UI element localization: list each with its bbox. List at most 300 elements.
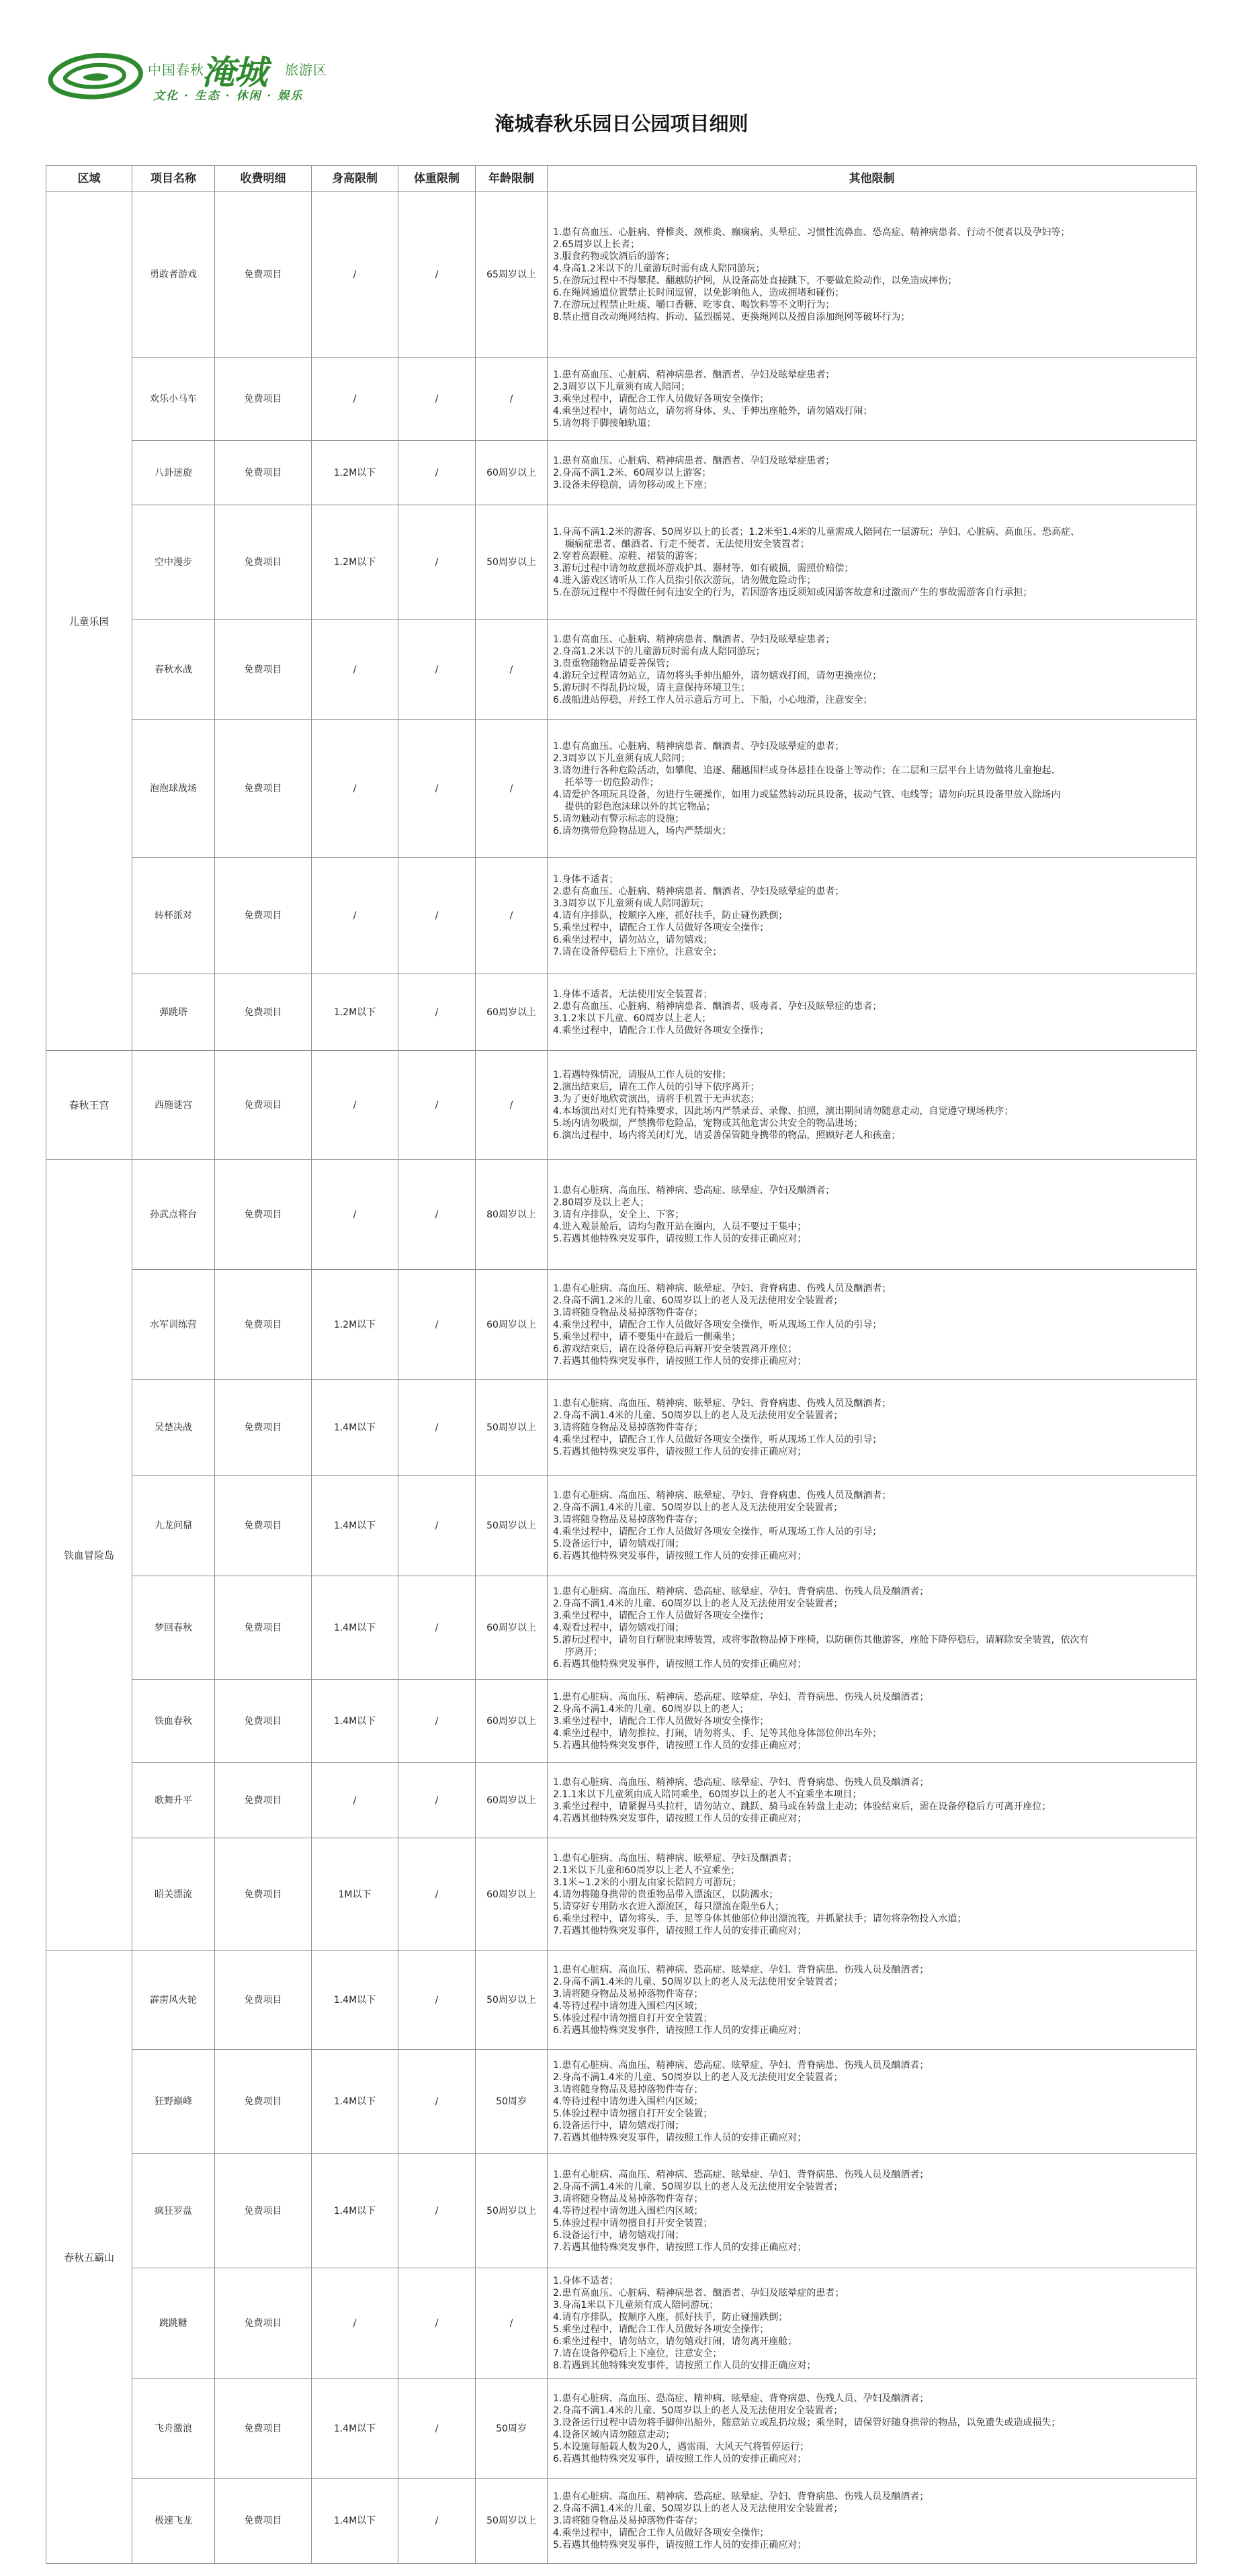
rule-line: 4.乘坐过程中，请配合工作人员做好各项安全操作，听从现场工作人员的引导；	[553, 1319, 882, 1330]
rule-line: 4.乘坐过程中，请配合工作人员做好各项安全操作；	[553, 1025, 769, 1036]
weight-limit-cell: /	[398, 1576, 476, 1680]
rule-line: 3.请将随身物品及易掉落物件寄存；	[553, 2193, 703, 2204]
rule-line: 6.乘坐过程中，请勿将头、手、足等身体其他部位伸出漂流筏，并抓紧扶手；请勿将杂物投入水道；	[553, 1913, 967, 1924]
other-rules-cell	[548, 1160, 1197, 1270]
table-row	[46, 358, 1197, 441]
rule-line: 2.患有高血压、心脏病、精神病患者、酗酒者、孕妇及眩晕症的患者；	[553, 2288, 845, 2299]
rule-line: 2.身高不满1.4米的儿童、50周岁以上的老人及无法使用安全装置者；	[553, 2503, 843, 2514]
rule-line: 6.游戏结束后，请在设备停稳后再解开安全装置离开座位；	[553, 1343, 798, 1355]
rule-line: 1.患有高血压、心脏病、脊椎炎、颈椎炎、癫痫病、头晕症、习惯性流鼻血、恐高症、精神病患者、行动不便者以及孕妇等；	[553, 227, 1070, 238]
age-limit-cell: 60周岁以上	[476, 1838, 548, 1951]
rule-line: 5.若遇其他特殊突发事件，请按照工作人员的安排正确应对；	[553, 1447, 807, 1457]
other-rules-cell	[548, 2154, 1197, 2268]
fee-cell: 免费项目	[215, 1270, 312, 1380]
rule-line: 5.游玩时不得乱扔垃圾，请主意保持环境卫生；	[553, 682, 751, 693]
other-rules-cell	[548, 441, 1197, 505]
header-other: 其他限制	[548, 166, 1197, 192]
rule-line: 2.1.1米以下儿童须由成人陪同乘坐，60周岁以上的老人不宜乘坐本项目；	[553, 1789, 862, 1800]
rule-line: 5.若遇其他特殊突发事件，请按照工作人员的安排正确应对；	[553, 1233, 807, 1244]
rule-line: 3.1米~1.2米的小朋友由家长陪同方可游玩；	[553, 1877, 742, 1888]
rule-line: 1.身体不适者，无法使用安全装置者；	[553, 988, 713, 1000]
project-name-cell: 勇敢者游戏	[132, 192, 215, 358]
fee-cell: 免费项目	[215, 441, 312, 505]
rule-line: 4.请勿将随身携带的贵重物品带入漂流区，以防溅水；	[553, 1889, 779, 1900]
fee-cell: 免费项目	[215, 505, 312, 620]
project-name-cell: 弹跳塔	[132, 974, 215, 1051]
rule-line: 7.请在设备停稳后上下座位，注意安全；	[553, 2348, 722, 2359]
rule-line: 1.患有心脏病、高血压、恐高症、精神病、眩晕症、背脊病患、伤残人员、孕妇及酗酒者；	[553, 2393, 929, 2404]
project-name-cell: 春秋水战	[132, 620, 215, 720]
rule-line: 1.身体不适者；	[553, 874, 619, 885]
table-row	[46, 1680, 1197, 1763]
rule-line: 2.身高不满1.4米的儿童、50周岁以上的老人及无法使用安全装置者；	[553, 1410, 843, 1421]
other-rules-cell	[548, 1270, 1197, 1380]
table-row	[46, 1051, 1197, 1160]
other-rules-cell	[548, 1951, 1197, 2050]
table-row	[46, 858, 1197, 974]
height-limit-cell: 1M以下	[312, 1838, 398, 1951]
table-row	[46, 974, 1197, 1051]
table-row	[46, 720, 1197, 858]
rule-line: 1.若遇特殊情况，请服从工作人员的安排；	[553, 1069, 732, 1080]
rule-line: 4.乘坐过程中，请勿推拉、打闹，请勿将头、手、足等其他身体部位伸出车外；	[553, 1727, 882, 1739]
project-name-cell: 欢乐小马车	[132, 358, 215, 441]
rule-line: 5.场内请勿吸烟，严禁携带危险品，宠物或其他危害公共安全的物品进场；	[553, 1117, 863, 1129]
rule-line: 6.乘坐过程中，请勿站立，请勿嬉戏打闹，请勿离开座舱；	[553, 2336, 798, 2347]
height-limit-cell: /	[312, 1051, 398, 1160]
other-rules-cell	[548, 1576, 1197, 1680]
table-row	[46, 1576, 1197, 1680]
rule-line: 3.服食药物或饮酒后的游客；	[553, 251, 675, 262]
height-limit-cell: 1.2M以下	[312, 441, 398, 505]
rule-line: 1.患有高血压、心脏病、精神病患者、酗酒者、孕妇及眩晕症患者；	[553, 370, 835, 380]
rule-line: 4.设备区域内请勿随意走动；	[553, 2429, 675, 2440]
rule-line: 6.若遇其他特殊突发事件，请按照工作人员的安排正确应对；	[553, 1658, 807, 1670]
table-row	[46, 192, 1197, 358]
rule-line: 7.若遇其他特殊突发事件，请按照工作人员的安排正确应对；	[553, 1925, 807, 1936]
other-rules-cell	[548, 1763, 1197, 1838]
height-limit-cell: /	[312, 358, 398, 441]
rule-line: 癫痫症患者、酗酒者、行走不便者、无法使用安全装置者；	[553, 539, 810, 550]
rule-line: 2.身高不满1.4米的儿童、50周岁以上的老人及无法使用安全装置者；	[553, 2405, 843, 2416]
rule-line: 托举等一切危险动作；	[553, 777, 659, 788]
rule-line: 5.乘坐过程中，请配合工作人员做好各项安全操作；	[553, 922, 769, 933]
page-title: 淹城春秋乐园日公园项目细则	[495, 112, 748, 135]
rule-line: 5.本设施每船载人数为20人，遇雷雨、大风天气将暂停运行；	[553, 2441, 810, 2452]
other-rules-cell	[548, 2479, 1197, 2564]
project-name-cell: 水军训练营	[132, 1270, 215, 1380]
rule-line: 4.等待过程中请勿进入围栏内区域；	[553, 2096, 703, 2107]
other-rules-cell	[548, 505, 1197, 620]
rule-line: 4.游玩全过程请勿站立，请勿将头手伸出船外，请勿嬉戏打闹，请勿更换座位；	[553, 670, 882, 681]
rule-line: 1.身高不满1.2米的游客、50周岁以上的长者；1.2米至1.4米的儿童需成人陪同在一层游玩；孕妇、心脏病、高血压、恐高症、	[553, 527, 1080, 538]
fee-cell: 免费项目	[215, 2479, 312, 2564]
project-name-cell: 孙武点将台	[132, 1160, 215, 1270]
other-rules-cell	[548, 974, 1197, 1051]
rule-line: 1.患有心脏病、高血压、精神病、恐高症、眩晕症、孕妇、背脊病患、伤残人员及酗酒者；	[553, 1586, 929, 1597]
table-row	[46, 1838, 1197, 1951]
age-limit-cell: 60周岁以上	[476, 1576, 548, 1680]
rule-line: 1.身体不适者；	[553, 2276, 619, 2286]
weight-limit-cell: /	[398, 620, 476, 720]
rule-line: 8.禁止擅自改动绳网结构、拆动、猛烈摇晃、更换绳网以及擅自添加绳网等破坏行为；	[553, 312, 910, 323]
age-limit-cell: 50周岁以上	[476, 2479, 548, 2564]
height-limit-cell: /	[312, 192, 398, 358]
project-name-cell: 飞舟激浪	[132, 2379, 215, 2479]
rule-line: 4.乘坐过程中，请勿站立，请勿将身体、头、手伸出座舱外，请勿嬉戏打闹；	[553, 406, 873, 417]
rule-line: 5.请勿触动有警示标志的设施；	[553, 813, 685, 824]
zone-cell: 春秋五霸山	[46, 1951, 132, 2564]
fee-cell: 免费项目	[215, 1576, 312, 1680]
age-limit-cell: 80周岁以上	[476, 1160, 548, 1270]
height-limit-cell: /	[312, 1160, 398, 1270]
age-limit-cell: 60周岁以上	[476, 1270, 548, 1380]
rule-line: 3.设备运行过程中请勿将手脚伸出船外，随意站立或乱扔垃圾；乘坐时，请保管好随身携带的物品，以免遗失或造成损失；	[553, 2417, 1061, 2428]
rule-line: 7.若遇其他特殊突发事件，请按照工作人员的安排正确应对；	[553, 2133, 807, 2143]
table-row	[46, 2154, 1197, 2268]
project-name-cell: 霹雳风火轮	[132, 1951, 215, 2050]
rule-line: 8.若遇到其他特殊突发事件，请按照工作人员的安排正确应对；	[553, 2360, 816, 2371]
rule-line: 5.若遇其他特殊突发事件，请按照工作人员的安排正确应对；	[553, 1740, 807, 1751]
rule-line: 4.等待过程中请勿进入围栏内区域；	[553, 2001, 703, 2012]
header-row	[46, 166, 1197, 192]
rule-line: 3.贵重物随物品请妥善保管；	[553, 658, 675, 669]
rule-line: 4.身高1.2米以下的儿童游玩时需有成人陪同游玩；	[553, 263, 765, 274]
other-rules-cell	[548, 2379, 1197, 2479]
rule-line: 4.观看过程中，请勿嬉戏打闹；	[553, 1622, 685, 1633]
height-limit-cell: /	[312, 720, 398, 858]
header-name: 项目名称	[132, 166, 215, 192]
weight-limit-cell: /	[398, 2479, 476, 2564]
rule-line: 4.乘坐过程中，请配合工作人员做好各项安全操作，听从现场工作人员的引导；	[553, 1434, 882, 1445]
age-limit-cell: /	[476, 858, 548, 974]
other-rules-cell	[548, 1051, 1197, 1160]
project-name-cell: 八卦迷旋	[132, 441, 215, 505]
age-limit-cell: 50周岁	[476, 2050, 548, 2154]
project-name-cell: 梦回春秋	[132, 1576, 215, 1680]
height-limit-cell: /	[312, 1763, 398, 1838]
table-row	[46, 2379, 1197, 2479]
park-logo	[46, 42, 348, 109]
rule-line: 5.游玩过程中，请勿自行解脱束缚装置，或将零散物品掉下座椅，以防砸伤其他游客，座舱下降停稳后，请解除安全装置，依次有	[553, 1634, 1089, 1645]
rule-line: 1.患有心脏病、高血压、精神病、眩晕症、孕妇、背脊病患、伤残人员及酗酒者；	[553, 1398, 892, 1409]
rule-line: 3.请将随身物品及易掉落物件寄存；	[553, 1514, 703, 1525]
weight-limit-cell: /	[398, 1763, 476, 1838]
fee-cell: 免费项目	[215, 2154, 312, 2268]
project-name-cell: 疯狂罗盘	[132, 2154, 215, 2268]
age-limit-cell: /	[476, 1051, 548, 1160]
other-rules-cell	[548, 720, 1197, 858]
rule-line: 6.设备运行中，请勿嬉戏打闹；	[553, 2120, 685, 2131]
rule-line: 4.等待过程中请勿进入围栏内区域；	[553, 2205, 703, 2217]
zone-cell: 儿童乐园	[46, 192, 132, 1051]
fee-cell: 免费项目	[215, 1838, 312, 1951]
fee-cell: 免费项目	[215, 2379, 312, 2479]
table-row	[46, 1380, 1197, 1476]
other-rules-cell	[548, 1380, 1197, 1476]
logo-prefix: 中国春秋	[148, 62, 204, 78]
weight-limit-cell: /	[398, 2050, 476, 2154]
fee-cell: 免费项目	[215, 1951, 312, 2050]
rule-line: 1.患有心脏病、高血压、精神病、恐高症、眩晕症、孕妇、背脊病患、伤残人员及酗酒者；	[553, 2060, 929, 2071]
rule-line: 5.请勿将手脚接触轨道；	[553, 418, 656, 429]
rule-line: 3.请将随身物品及易掉落物件寄存；	[553, 1422, 703, 1433]
project-name-cell: 极速飞龙	[132, 2479, 215, 2564]
rule-line: 5.体验过程中请勿擅自打开安全装置；	[553, 2108, 713, 2119]
rule-line: 2.身高不满1.4米的儿童、60周岁以上的老人；	[553, 1703, 749, 1715]
rule-line: 1.患有心脏病、高血压、精神病、恐高症、眩晕症、孕妇、背脊病患、伤残人员及酗酒者；	[553, 1691, 929, 1703]
age-limit-cell: 50周岁以上	[476, 1476, 548, 1576]
rule-line: 2.穿着高跟鞋、凉鞋、裙装的游客；	[553, 551, 703, 562]
fee-cell: 免费项目	[215, 1680, 312, 1763]
height-limit-cell: /	[312, 858, 398, 974]
rule-line: 序离开；	[553, 1646, 603, 1658]
rule-line: 3.1.2米以下儿童、60周岁以上老人；	[553, 1013, 712, 1024]
fee-cell: 免费项目	[215, 1160, 312, 1270]
age-limit-cell: 50周岁以上	[476, 1380, 548, 1476]
height-limit-cell: 1.4M以下	[312, 1680, 398, 1763]
rule-line: 2.身高不满1.2米、60周岁以上游客；	[553, 467, 712, 478]
rule-line: 5.请穿好专用防水衣进入漂流区，每只漂流在限坐6人；	[553, 1901, 785, 1912]
rule-line: 7.若遇其他特殊突发事件，请按照工作人员的安排正确应对；	[553, 1355, 807, 1367]
other-rules-cell	[548, 2050, 1197, 2154]
height-limit-cell: 1.4M以下	[312, 2479, 398, 2564]
rule-line: 3.游玩过程中请勿故意损坏游戏护具、器材等，如有破损，需照价赔偿；	[553, 563, 854, 574]
rule-line: 3.乘坐过程中，请配合工作人员做好各项安全操作；	[553, 1715, 769, 1727]
project-name-cell: 九龙问鼎	[132, 1476, 215, 1576]
fee-cell: 免费项目	[215, 858, 312, 974]
rule-line: 5.若遇其他特殊突发事件，请按照工作人员的安排正确应对；	[553, 2540, 807, 2550]
height-limit-cell: 1.2M以下	[312, 974, 398, 1051]
age-limit-cell: /	[476, 620, 548, 720]
age-limit-cell: 60周岁以上	[476, 1680, 548, 1763]
rule-line: 1.患有高血压、心脏病、精神病患者、酗酒者、孕妇及眩晕症患者；	[553, 455, 835, 466]
table-row	[46, 2479, 1197, 2564]
rule-line: 2.身高不满1.4米的儿童、50周岁以上的老人及无法使用安全装置者；	[553, 2181, 843, 2192]
weight-limit-cell: /	[398, 358, 476, 441]
project-name-cell: 转杯派对	[132, 858, 215, 974]
rule-line: 6.演出过程中，场内将关闭灯光，请妥善保管随身携带的物品，照顾好老人和孩童；	[553, 1129, 901, 1141]
height-limit-cell: 1.4M以下	[312, 2050, 398, 2154]
fee-cell: 免费项目	[215, 2268, 312, 2379]
age-limit-cell: 60周岁以上	[476, 1763, 548, 1838]
rule-line: 2.80周岁及以上老人；	[553, 1197, 650, 1208]
rule-line: 2.患有高血压、心脏病、精神病患者、酗酒者、吸毒者、孕妇及眩晕症的患者；	[553, 1000, 882, 1012]
rule-line: 4.请有序排队，按顺序入座，抓好扶手，防止碰伤跌倒；	[553, 910, 788, 921]
fee-cell: 免费项目	[215, 720, 312, 858]
header-weight: 体重限制	[398, 166, 476, 192]
fee-cell: 免费项目	[215, 620, 312, 720]
fee-cell: 免费项目	[215, 1380, 312, 1476]
weight-limit-cell: /	[398, 441, 476, 505]
rule-line: 1.患有心脏病、高血压、精神病、恐高症、眩晕症、孕妇、背脊病患、伤残人员及酗酒者；	[553, 2169, 929, 2180]
rule-line: 2.患有高血压、心脏病、精神病患者、酗酒者、孕妇及眩晕症的患者；	[553, 886, 845, 897]
table-row	[46, 620, 1197, 720]
rule-line: 4.乘坐过程中，请配合工作人员做好各项安全操作；	[553, 2528, 769, 2538]
height-limit-cell: 1.4M以下	[312, 1380, 398, 1476]
table-row	[46, 2050, 1197, 2154]
rule-line: 6.战船进站停稳，并经工作人员示意后方可上、下船，小心地滑，注意安全；	[553, 694, 873, 705]
rule-line: 1.患有心脏病、高血压、精神病、恐高症、眩晕症、孕妇及酗酒者；	[553, 1185, 835, 1196]
table-row	[46, 1951, 1197, 2050]
rule-line: 4.乘坐过程中，请配合工作人员做好各项安全操作，听从现场工作人员的引导；	[553, 1527, 882, 1537]
other-rules-cell	[548, 1838, 1197, 1951]
rule-line: 2.身高不满1.4米的儿童、50周岁以上的老人及无法使用安全装置者；	[553, 1977, 843, 1987]
height-limit-cell: 1.4M以下	[312, 2154, 398, 2268]
zone-cell: 铁血冒险岛	[46, 1160, 132, 1951]
table-row	[46, 1763, 1197, 1838]
rule-line: 6.乘坐过程中，请勿站立，请勿嬉戏；	[553, 935, 713, 945]
zone-cell: 春秋王宫	[46, 1051, 132, 1160]
rule-line: 5.乘坐过程中，请不要集中在最后一侧乘坐；	[553, 1331, 741, 1342]
project-name-cell: 跳跳糖	[132, 2268, 215, 2379]
fee-cell: 免费项目	[215, 2050, 312, 2154]
weight-limit-cell: /	[398, 1680, 476, 1763]
rule-line: 2.身高1.2米以下的儿童游玩时需有成人陪同游玩；	[553, 646, 765, 657]
rule-line: 3.身高1米以下儿童须有成人陪同游玩；	[553, 2300, 719, 2311]
project-name-cell: 铁血春秋	[132, 1680, 215, 1763]
weight-limit-cell: /	[398, 1838, 476, 1951]
weight-limit-cell: /	[398, 1380, 476, 1476]
other-rules-cell	[548, 1476, 1197, 1576]
age-limit-cell: /	[476, 358, 548, 441]
table-row	[46, 441, 1197, 505]
fee-cell: 免费项目	[215, 358, 312, 441]
rule-line: 6.若遇其他特殊突发事件，请按照工作人员的安排正确应对；	[553, 2453, 807, 2464]
rule-line: 2.身高不满1.4米的儿童、50周岁以上的老人及无法使用安全装置者；	[553, 1502, 843, 1513]
weight-limit-cell: /	[398, 974, 476, 1051]
rule-line: 3.请有序排队，安全上、下客；	[553, 1209, 685, 1220]
rules-table	[46, 165, 1197, 2564]
height-limit-cell: 1.4M以下	[312, 2379, 398, 2479]
other-rules-cell	[548, 192, 1197, 358]
rule-line: 1.患有心脏病、高血压、精神病、眩晕症、孕妇及酗酒者；	[553, 1852, 798, 1864]
other-rules-cell	[548, 1680, 1197, 1763]
rule-line: 4.请爱护各项玩具设备，勿进行生硬操作，如用力或猛然转动玩具设备，拔动气管、电线等；请勿向玩具设备里放入除场内	[553, 789, 1061, 800]
age-limit-cell: 50周岁	[476, 2379, 548, 2479]
rule-line: 3.乘坐过程中，请配合工作人员做好各项安全操作；	[553, 394, 769, 404]
other-rules-cell	[548, 2268, 1197, 2379]
rule-line: 2.3周岁以下儿童须有成人陪同；	[553, 753, 691, 764]
header-zone: 区域	[46, 166, 132, 192]
rule-line: 2.身高不满1.4米的儿童、60周岁以上的老人及无法使用安全装置者；	[553, 1598, 843, 1609]
rule-line: 3.3周岁以下儿童须有成人陪同游玩；	[553, 898, 710, 909]
rule-line: 5.体验过程中请勿擅自打开安全装置；	[553, 2013, 713, 2024]
other-rules-cell	[548, 358, 1197, 441]
rule-line: 1.患有心脏病、高血压、精神病、恐高症、眩晕症、孕妇、背脊病患、伤残人员及酗酒者；	[553, 1965, 929, 1975]
rule-line: 2.3周岁以下儿童须有成人陪同；	[553, 382, 691, 392]
weight-limit-cell: /	[398, 1951, 476, 2050]
project-name-cell: 泡泡球战场	[132, 720, 215, 858]
header-fee: 收费明细	[215, 166, 312, 192]
rule-line: 3.请将随身物品及易掉落物件寄存；	[553, 2084, 703, 2095]
fee-cell: 免费项目	[215, 1763, 312, 1838]
rule-line: 1.患有高血压、心脏病、精神病患者、酗酒者、孕妇及眩晕症的患者；	[553, 740, 845, 752]
height-limit-cell: 1.2M以下	[312, 505, 398, 620]
rule-line: 2.1米以下儿童和60周岁以上老人不宜乘坐；	[553, 1864, 740, 1876]
table-row	[46, 2268, 1197, 2379]
table-row	[46, 1270, 1197, 1380]
rule-line: 3.乘坐过程中，请配合工作人员做好各项安全操作；	[553, 1610, 769, 1621]
weight-limit-cell: /	[398, 1051, 476, 1160]
project-name-cell: 歌舞升平	[132, 1763, 215, 1838]
rule-line: 5.在游玩过程中不得做任何有违安全的行为，若因游客违反须知或因游客故意和过激而产生的事故需游客自行承担；	[553, 587, 1033, 598]
fee-cell: 免费项目	[215, 1051, 312, 1160]
rule-line: 2.身高不满1.4米的儿童、50周岁以上的老人及无法使用安全装置者；	[553, 2072, 843, 2083]
rule-line: 4.若遇其他特殊突发事件，请按照工作人员的安排正确应对；	[553, 1813, 807, 1824]
height-limit-cell: /	[312, 2268, 398, 2379]
weight-limit-cell: /	[398, 505, 476, 620]
rule-line: 3.请将随身物品及易掉落物件寄存；	[553, 2516, 703, 2526]
logo-suffix: 旅游区	[285, 62, 327, 78]
rule-line: 7.请在设备停稳后上下座位，注意安全；	[553, 947, 722, 957]
rule-line: 1.患有高血压、心脏病、精神病患者、酗酒者、孕妇及眩晕症患者；	[553, 634, 835, 645]
rule-line: 1.患有心脏病、高血压、精神病、眩晕症、孕妇、背脊病患、伤残人员及酗酒者；	[553, 1283, 892, 1294]
rule-line: 4.请有序排队，按顺序入座，抓好扶手，防止碰撞跌倒；	[553, 2312, 788, 2323]
rule-line: 7.在游玩过程禁止吐痰、嚼口香糖、吃零食、喝饮料等不文明行为；	[553, 300, 835, 310]
table-row	[46, 1476, 1197, 1576]
weight-limit-cell: /	[398, 720, 476, 858]
rule-line: 4.进入游戏区请听从工作人员指引依次游玩，请勿做危险动作；	[553, 575, 816, 586]
rule-line: 2.身高不满1.2米的儿童、60周岁以上的老人及无法使用安全装置者；	[553, 1295, 843, 1306]
weight-limit-cell: /	[398, 1270, 476, 1380]
age-limit-cell: 65周岁以上	[476, 192, 548, 358]
weight-limit-cell: /	[398, 2154, 476, 2268]
rule-line: 3.请将随身物品及易掉落物件寄存；	[553, 1989, 703, 2000]
rule-line: 6.请勿携带危险物品进入，场内严禁烟火；	[553, 825, 732, 836]
age-limit-cell: 60周岁以上	[476, 974, 548, 1051]
rule-line: 2.演出结束后，请在工作人员的引导下依序离开；	[553, 1081, 760, 1092]
rule-line: 1.患有心脏病、高血压、精神病、眩晕症、孕妇、背脊病患、伤残人员及酗酒者；	[553, 1490, 892, 1501]
rule-line: 6.设备运行中，请勿嬉戏打闹；	[553, 2229, 685, 2241]
project-name-cell: 吴楚决战	[132, 1380, 215, 1476]
age-limit-cell: 50周岁以上	[476, 2154, 548, 2268]
rule-line: 6.若遇其他特殊突发事件，请按照工作人员的安排正确应对；	[553, 1551, 807, 1561]
fee-cell: 免费项目	[215, 192, 312, 358]
weight-limit-cell: /	[398, 192, 476, 358]
age-limit-cell: /	[476, 2268, 548, 2379]
rule-line: 6.在绳网通道位置禁止长时间逗留，以免影响他人，造成拥堵和碰伤；	[553, 288, 845, 298]
logo-brand: 淹城	[202, 52, 266, 92]
table-row	[46, 1160, 1197, 1270]
height-limit-cell: 1.4M以下	[312, 1951, 398, 2050]
rule-line: 7.若遇其他特殊突发事件，请按照工作人员的安排正确应对；	[553, 2241, 807, 2253]
age-limit-cell: 50周岁以上	[476, 505, 548, 620]
height-limit-cell: 1.4M以下	[312, 1576, 398, 1680]
height-limit-cell: 1.4M以下	[312, 1476, 398, 1576]
other-rules-cell	[548, 858, 1197, 974]
project-name-cell: 空中漫步	[132, 505, 215, 620]
project-name-cell: 昭关漂流	[132, 1838, 215, 1951]
height-limit-cell: 1.2M以下	[312, 1270, 398, 1380]
height-limit-cell: /	[312, 620, 398, 720]
rule-line: 3.为了更好地欣赏演出，请将手机置于无声状态；	[553, 1093, 760, 1105]
header-age: 年龄限制	[476, 166, 548, 192]
rules-table-body	[46, 192, 1197, 2564]
header-height: 身高限制	[312, 166, 398, 192]
weight-limit-cell: /	[398, 2379, 476, 2479]
fee-cell: 免费项目	[215, 1476, 312, 1576]
rule-line: 5.体验过程中请勿擅自打开安全装置；	[553, 2217, 713, 2229]
rule-line: 3.乘坐过程中，请紧握马头拉杆，请勿站立、跳跃、骑马或在转盘上走动；体验结束后，需在设备停稳后方可离开座位；	[553, 1801, 1052, 1812]
rule-line: 2.65周岁以上长者；	[553, 239, 640, 250]
weight-limit-cell: /	[398, 2268, 476, 2379]
logo-slogan: 文化 · 生态 · 休闲 · 娱乐	[153, 89, 304, 103]
age-limit-cell: 60周岁以上	[476, 441, 548, 505]
weight-limit-cell: /	[398, 1160, 476, 1270]
age-limit-cell: /	[476, 720, 548, 858]
fee-cell: 免费项目	[215, 974, 312, 1051]
